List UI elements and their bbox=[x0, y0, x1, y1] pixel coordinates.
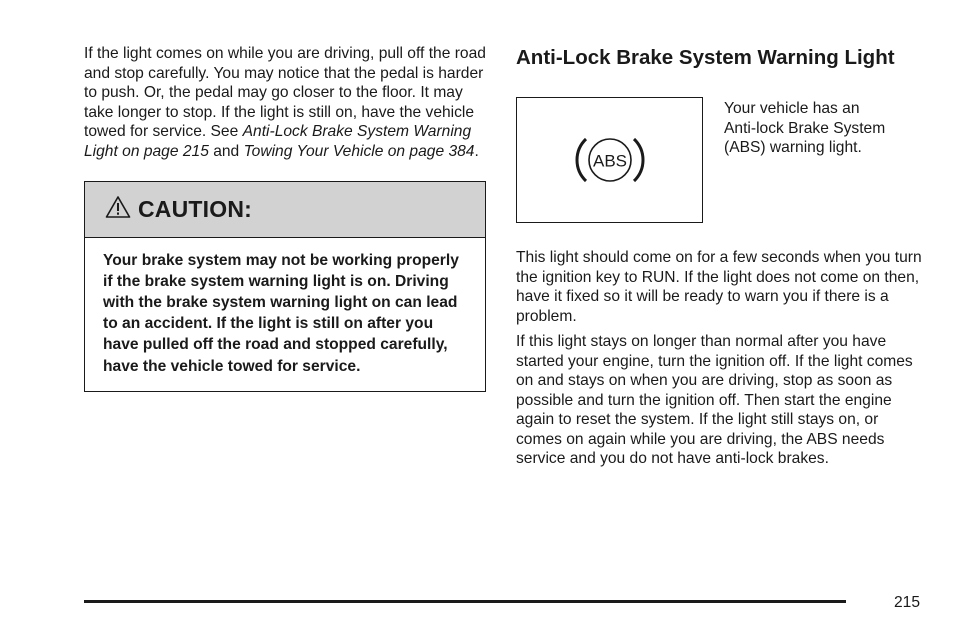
paragraph-ignition: This light should come on for a few seconds when you turn the ignition key to RUN. If the light does not come on then, have it fixed so it will be ready to warn you if there is a problem. bbox=[516, 249, 922, 325]
right-column bbox=[516, 44, 926, 469]
intro-conjunction: and bbox=[208, 142, 244, 160]
intro-text: If the light comes on while you are driving, pull off the road and stop carefully. You may notice that the pedal is harder to push. Or, the pedal may go closer to the floor. It may take longer to stop. If the light is still on, have the vehicle towed for service. See bbox=[84, 45, 486, 141]
warning-triangle-icon bbox=[105, 195, 131, 219]
abs-warning-light-icon bbox=[572, 130, 648, 190]
towing-reference: Towing Your Vehicle on page 384 bbox=[243, 142, 475, 160]
caution-title: CAUTION: bbox=[138, 195, 253, 222]
abs-caption-text: Your vehicle has an Anti-lock Brake System (ABS) warning light. bbox=[724, 100, 886, 156]
caution-box bbox=[84, 181, 486, 392]
caution-text: Your brake system may not be working properly if the brake system warning light is on. Driving with the brake system warning light on can lead to an accident. If the light is still on after you have pulled off the road and stopped carefully, have the vehicle towed for service. bbox=[103, 251, 459, 375]
abs-figure-row bbox=[516, 97, 926, 223]
caution-header bbox=[85, 182, 485, 238]
footer-rule bbox=[84, 600, 846, 603]
section-heading: Anti-Lock Brake System Warning Light bbox=[516, 46, 895, 69]
abs-figure bbox=[516, 97, 703, 223]
left-column bbox=[84, 44, 488, 392]
caution-body bbox=[85, 238, 485, 391]
page-number: 215 bbox=[893, 594, 920, 611]
abs-caption bbox=[724, 99, 894, 223]
abs-label: ABS bbox=[592, 151, 627, 171]
paragraph-abs-service: If this light stays on longer than normal after you have started your engine, turn the ignition off. If the light comes on and stays on when you are driving, stop as soon as possible and turn the ignition off. Then start the engine again to reset the system. If the light still stays on, or comes on again while you are driving, the ABS needs service and you do not have anti-lock brakes. bbox=[516, 333, 913, 467]
intro-period: . bbox=[474, 142, 479, 160]
intro-paragraph bbox=[84, 44, 488, 162]
abs-warning-light-reference: Anti-Lock Brake System Warning Light on page 215 bbox=[84, 123, 472, 160]
